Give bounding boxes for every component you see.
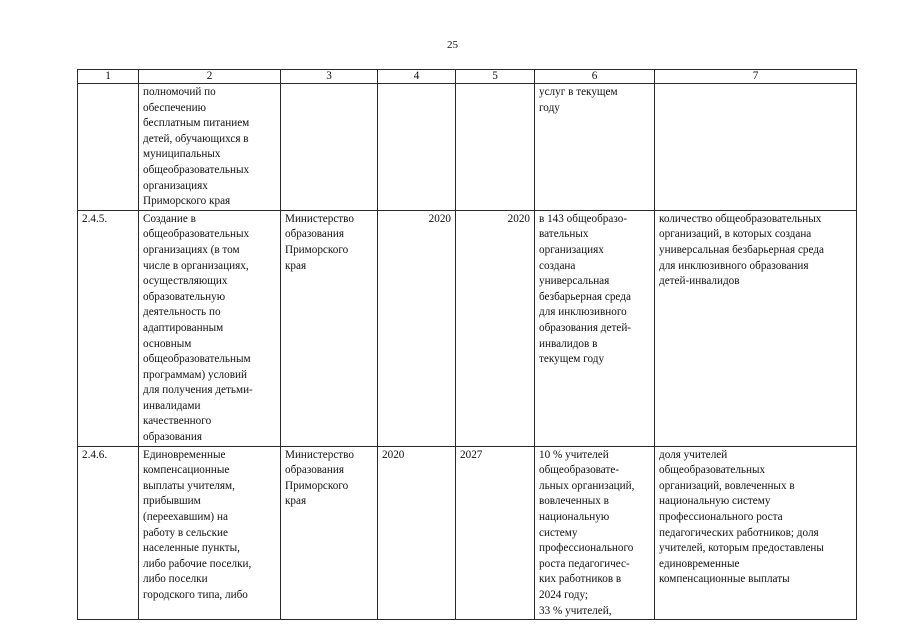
measure-name-cell: Единовременные компенсационные выплаты учителям, прибывшим (переехавшим) на работу в сельские населенные пункты, либо рабочие поселки, либо поселки городского типа, либо [139, 446, 281, 620]
result-cell: услуг в текущем году [535, 84, 655, 211]
table-header-row [78, 70, 857, 84]
column-header: 6 [535, 70, 655, 84]
start-year-cell: 2020 [378, 446, 456, 620]
row-number-cell: 2.4.6. [78, 446, 139, 620]
measure-name-cell: Создание в общеобразовательных организациях (в том числе в организациях, осуществляющих образовательную деятельность по адаптированным основным общеобразовательным программам) условий для получения детьми- инвалидами качественного образования [139, 210, 281, 446]
row-number-cell: 2.4.5. [78, 210, 139, 446]
indicator-cell: количество общеобразовательных организаций, в которых создана универсальная безбарьерная среда для инклюзивного образования детей-инвалидов [655, 210, 857, 446]
table-row [78, 446, 857, 620]
indicator-cell [655, 84, 857, 211]
measures-table [77, 69, 857, 620]
column-header: 3 [281, 70, 378, 84]
executor-cell: Министерство образования Приморского края [281, 446, 378, 620]
end-year-cell: 2027 [456, 446, 535, 620]
indicator-cell: доля учителей общеобразовательных организаций, вовлеченных в национальную систему профессионального роста педагогических работников; доля учителей, которым предоставлены единовременные компенсационные выплаты [655, 446, 857, 620]
column-header: 4 [378, 70, 456, 84]
column-header: 5 [456, 70, 535, 84]
column-header: 1 [78, 70, 139, 84]
executor-cell [281, 84, 378, 211]
result-cell: в 143 общеобразо- вательных организациях создана универсальная безбарьерная среда для инклюзивного образования детей- инвалидов в текущем году [535, 210, 655, 446]
result-cell: 10 % учителей общеобразовате- льных организаций, вовлеченных в национальную систему профессионального роста педагогичес- ких работников в 2024 году; 33 % учителей, [535, 446, 655, 620]
table-row [78, 84, 857, 211]
table-row [78, 210, 857, 446]
end-year-cell [456, 84, 535, 211]
measure-name-cell: полномочий по обеспечению бесплатным питанием детей, обучающихся в муниципальных общеобразовательных организациях Приморского края [139, 84, 281, 211]
column-header: 7 [655, 70, 857, 84]
column-header: 2 [139, 70, 281, 84]
end-year-cell: 2020 [456, 210, 535, 446]
page-number: 25 [447, 39, 458, 51]
executor-cell: Министерство образования Приморского края [281, 210, 378, 446]
start-year-cell: 2020 [378, 210, 456, 446]
row-number-cell [78, 84, 139, 211]
start-year-cell [378, 84, 456, 211]
